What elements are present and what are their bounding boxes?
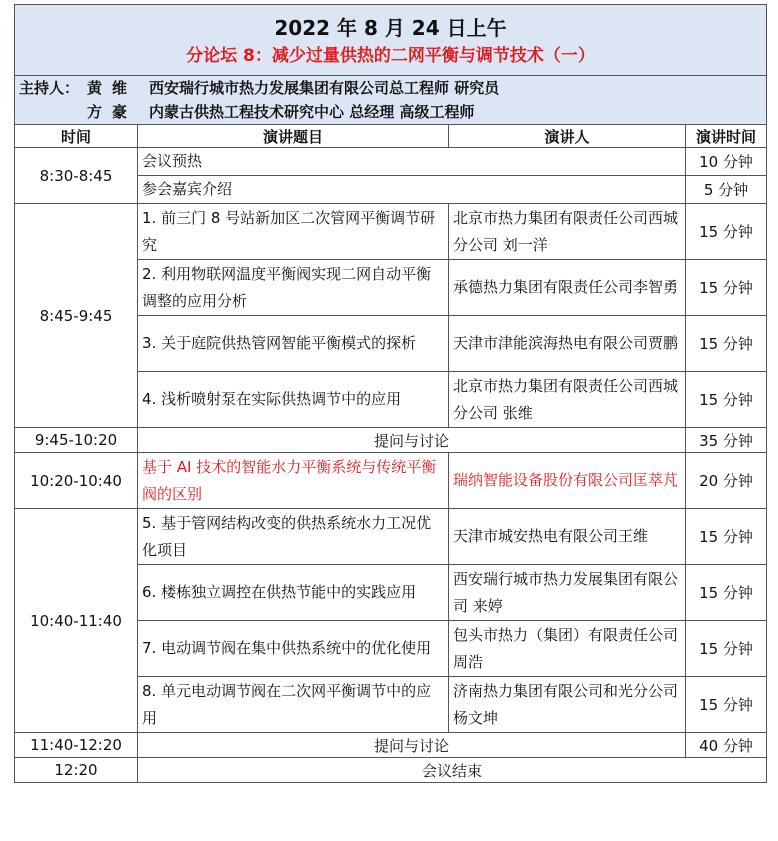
duration-cell: 15 分钟 [686,260,767,316]
hosts-row [15,76,767,125]
speaker-cell: 天津市城安热电有限公司王维 [449,509,686,565]
column-header-row [15,125,767,148]
speaker-cell: 瑞纳智能设备股份有限公司匡萃芃 [449,453,686,509]
table-row [15,148,767,176]
session-date: 2022 年 8 月 24 日上午 [274,16,507,40]
speaker-cell: 西安瑞行城市热力发展集团有限公司 来婷 [449,565,686,621]
duration-cell: 20 分钟 [686,453,767,509]
time-cell: 8:45-9:45 [15,204,138,428]
duration-cell: 15 分钟 [686,621,767,677]
speaker-cell: 济南热力集团有限公司和光分公司 杨文坤 [449,677,686,733]
table-row [15,453,767,509]
topic-cell: 基于 AI 技术的智能水力平衡系统与传统平衡阀的区别 [138,453,449,509]
topic-cell: 2. 利用物联网温度平衡阀实现二网自动平衡调整的应用分析 [138,260,449,316]
time-cell: 10:20-10:40 [15,453,138,509]
topic-cell: 1. 前三门 8 号站新加区二次管网平衡调节研究 [138,204,449,260]
time-cell: 9:45-10:20 [15,428,138,453]
topic-cell: 4. 浅析喷射泵在实际供热调节中的应用 [138,372,449,428]
discussion-cell: 提问与讨论 [138,733,686,758]
col-header-topic: 演讲题目 [138,125,449,148]
topic-cell: 6. 楼栋独立调控在供热节能中的实践应用 [138,565,449,621]
title-cell [15,5,767,76]
host-role: 西安瑞行城市热力发展集团有限公司总工程师 研究员 [149,79,500,97]
time-cell: 11:40-12:20 [15,733,138,758]
table-row [15,428,767,453]
duration-cell: 15 分钟 [686,677,767,733]
time-cell: 8:30-8:45 [15,148,138,204]
topic-cell: 参会嘉宾介绍 [138,176,686,204]
duration-cell: 40 分钟 [686,733,767,758]
duration-cell: 35 分钟 [686,428,767,453]
table-row [15,758,767,783]
table-row [15,733,767,758]
hosts-cell [15,76,767,125]
speaker-cell: 北京市热力集团有限责任公司西城分公司 张维 [449,372,686,428]
schedule-table [14,4,767,783]
duration-cell: 15 分钟 [686,372,767,428]
topic-cell: 5. 基于管网结构改变的供热系统水力工况优化项目 [138,509,449,565]
topic-cell: 会议预热 [138,148,686,176]
topic-cell: 8. 单元电动调节阀在二次网平衡调节中的应用 [138,677,449,733]
title-row [15,5,767,76]
col-header-duration: 演讲时间 [686,125,767,148]
col-header-speaker: 演讲人 [449,125,686,148]
speaker-cell: 承德热力集团有限责任公司李智勇 [449,260,686,316]
host-name: 黄维 [87,79,138,97]
host-label: 主持人： [19,79,80,97]
topic-cell: 7. 电动调节阀在集中供热系统中的优化使用 [138,621,449,677]
topic-cell: 3. 关于庭院供热管网智能平衡模式的探析 [138,316,449,372]
discussion-cell: 提问与讨论 [138,428,686,453]
host-role: 内蒙古供热工程技术研究中心 总经理 高级工程师 [149,103,475,121]
duration-cell: 15 分钟 [686,316,767,372]
host-name: 方豪 [87,103,138,121]
time-cell: 12:20 [15,758,138,783]
duration-cell: 15 分钟 [686,509,767,565]
closing-cell: 会议结束 [138,758,767,783]
col-header-time: 时间 [15,125,138,148]
speaker-cell: 北京市热力集团有限责任公司西城分公司 刘一洋 [449,204,686,260]
time-cell: 10:40-11:40 [15,509,138,733]
host-line-2 [19,100,762,124]
speaker-cell: 包头市热力（集团）有限责任公司 周浩 [449,621,686,677]
table-row [15,204,767,260]
duration-cell: 10 分钟 [686,148,767,176]
duration-cell: 15 分钟 [686,204,767,260]
duration-cell: 5 分钟 [686,176,767,204]
table-row [15,509,767,565]
duration-cell: 15 分钟 [686,565,767,621]
speaker-cell: 天津市津能滨海热电有限公司贾鹏 [449,316,686,372]
host-line-1 [19,76,762,100]
forum-title: 分论坛 8：减少过量供热的二网平衡与调节技术（一） [186,46,595,66]
